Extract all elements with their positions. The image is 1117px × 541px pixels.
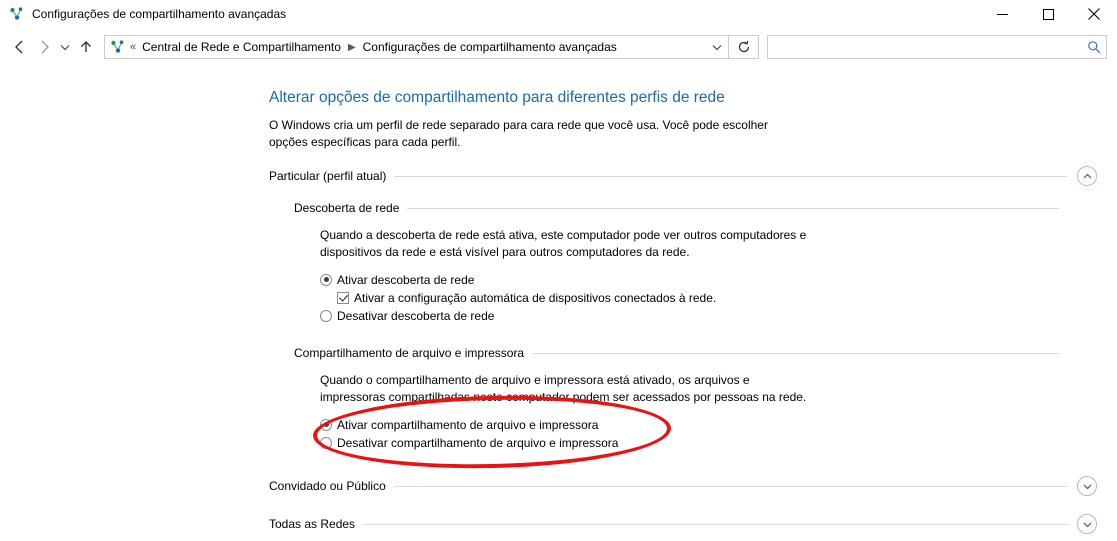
option-enable-network-discovery[interactable] (320, 271, 1097, 288)
search-input[interactable] (768, 39, 1082, 55)
network-sharing-icon (110, 39, 126, 55)
section-body (320, 372, 1097, 451)
section-title-file-printer-sharing: Compartilhamento de arquivo e impressora (294, 346, 525, 360)
page-description: O Windows cria um perfil de rede separado para cara rede que você usa. Você pode escolher opções específicas para cada perfil. (269, 118, 768, 149)
profile-private (269, 165, 1097, 451)
option-label: Ativar descoberta de rede (337, 272, 475, 287)
option-auto-setup-devices[interactable] (337, 289, 1097, 306)
back-arrow-icon[interactable] (8, 35, 32, 59)
address-bar (0, 28, 1117, 66)
search-icon[interactable] (1082, 40, 1106, 54)
section-header (294, 346, 1097, 360)
option-disable-network-discovery[interactable] (320, 307, 1097, 324)
window-controls (979, 0, 1117, 28)
chevron-down-icon[interactable] (1077, 476, 1097, 496)
radio-icon[interactable] (320, 274, 332, 286)
breadcrumb-item-network-center[interactable]: Central de Rede e Compartilhamento (142, 40, 341, 54)
option-disable-file-printer-sharing[interactable] (320, 434, 1097, 451)
window-title: Configurações de compartilhamento avançadas (32, 7, 287, 21)
main-content (0, 66, 1117, 535)
breadcrumb-item-advanced-sharing[interactable]: Configurações de compartilhamento avançadas (362, 40, 617, 54)
breadcrumb-separator-icon[interactable]: ▶ (347, 41, 356, 53)
chevron-up-icon[interactable] (1077, 166, 1097, 186)
search-box[interactable] (767, 35, 1107, 59)
breadcrumb-bar[interactable] (104, 35, 729, 59)
section-rule (407, 208, 1059, 209)
profile-name-guest-public: Convidado ou Público (269, 479, 386, 493)
section-text-network-discovery: Quando a descoberta de rede está ativa, este computador pode ver outros computadores e dispositivos da rede e está visível para outros computadores da rede. (320, 228, 807, 259)
profile-rule (363, 524, 1067, 525)
breadcrumb-overflow-icon[interactable]: « (130, 41, 137, 53)
profile-header-private[interactable] (269, 165, 1097, 187)
network-sharing-icon (9, 6, 25, 22)
option-label: Ativar a configuração automática de dispositivos conectados à rede. (354, 290, 717, 305)
refresh-icon[interactable] (729, 35, 759, 59)
section-text-file-printer-sharing: Quando o compartilhamento de arquivo e impressora está ativado, os arquivos e impressoras compartilhadas neste computador podem ser acessados por pessoas na rede. (320, 373, 807, 404)
close-button[interactable] (1071, 0, 1117, 28)
profile-name-private: Particular (perfil atual) (269, 169, 387, 183)
profile-name-all-networks: Todas as Redes (269, 517, 356, 531)
profile-rule (394, 176, 1067, 177)
option-label: Ativar compartilhamento de arquivo e impressora (337, 417, 599, 432)
profile-rule (394, 486, 1067, 487)
section-header (294, 201, 1097, 215)
profile-header-guest-public[interactable] (269, 475, 1097, 497)
section-rule (532, 353, 1059, 354)
profile-header-all-networks[interactable] (269, 513, 1097, 535)
minimize-button[interactable] (979, 0, 1025, 28)
recent-locations-chevron-down-icon[interactable] (56, 35, 74, 59)
title-bar (0, 0, 1117, 28)
forward-arrow-icon[interactable] (32, 35, 56, 59)
section-file-printer-sharing (294, 346, 1097, 451)
option-enable-file-printer-sharing[interactable] (320, 416, 1097, 433)
radio-icon[interactable] (320, 437, 332, 449)
section-body (320, 227, 1097, 324)
maximize-button[interactable] (1025, 0, 1071, 28)
section-network-discovery (294, 201, 1097, 324)
chevron-down-icon[interactable] (1077, 514, 1097, 534)
option-label: Desativar descoberta de rede (337, 308, 495, 323)
checkbox-icon[interactable] (337, 292, 349, 304)
radio-icon[interactable] (320, 419, 332, 431)
page-title: Alterar opções de compartilhamento para diferentes perfis de rede (269, 89, 725, 106)
radio-icon[interactable] (320, 310, 332, 322)
up-arrow-icon[interactable] (74, 35, 98, 59)
section-title-network-discovery: Descoberta de rede (294, 201, 400, 215)
breadcrumb-chevron-down-icon[interactable] (706, 36, 728, 58)
option-label: Desativar compartilhamento de arquivo e impressora (337, 435, 619, 450)
